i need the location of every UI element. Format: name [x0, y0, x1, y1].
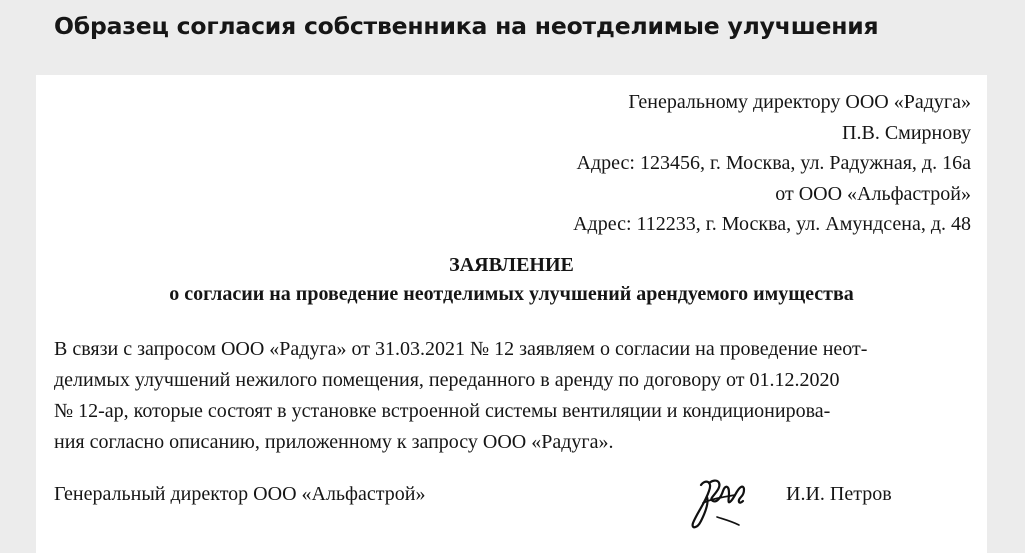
addressee-line: Генеральному директору ООО «Радуга»	[628, 91, 971, 113]
signatory-role: Генеральный директор ООО «Альфастрой»	[54, 483, 426, 505]
body-line: ния согласно описанию, приложенному к запросу ООО «Радуга».	[54, 431, 614, 453]
body-line: В связи с запросом ООО «Радуга» от 31.03.2021 № 12 заявляем о согласии на проведение неот-	[54, 338, 868, 360]
addressee-line: П.В. Смирнову	[842, 121, 971, 144]
page-title: Образец согласия собственника на неотделимые улучшения	[54, 12, 879, 40]
document-body	[54, 334, 989, 458]
document-heading: ЗАЯВЛЕНИЕ	[449, 254, 574, 276]
addressee-line: от ООО «Альфастрой»	[775, 182, 971, 205]
document-subheading: о согласии на проведение неотделимых улучшений арендуемого имущества	[169, 283, 854, 305]
signatory-name: И.И. Петров	[786, 483, 892, 505]
addressee-line: Адрес: 112233, г. Москва, ул. Амундсена, д. 48	[573, 213, 971, 235]
body-line: № 12-ар, которые состоят в установке встроенной системы вентиляции и кондиционирова-	[54, 400, 831, 422]
addressee-line: Адрес: 123456, г. Москва, ул. Радужная, д. 16а	[576, 152, 971, 174]
document-sheet	[36, 75, 987, 553]
body-line: делимых улучшений нежилого помещения, переданного в аренду по договору от 01.12.2020	[54, 369, 840, 391]
handwritten-signature	[683, 473, 751, 535]
addressee-block	[573, 87, 971, 240]
